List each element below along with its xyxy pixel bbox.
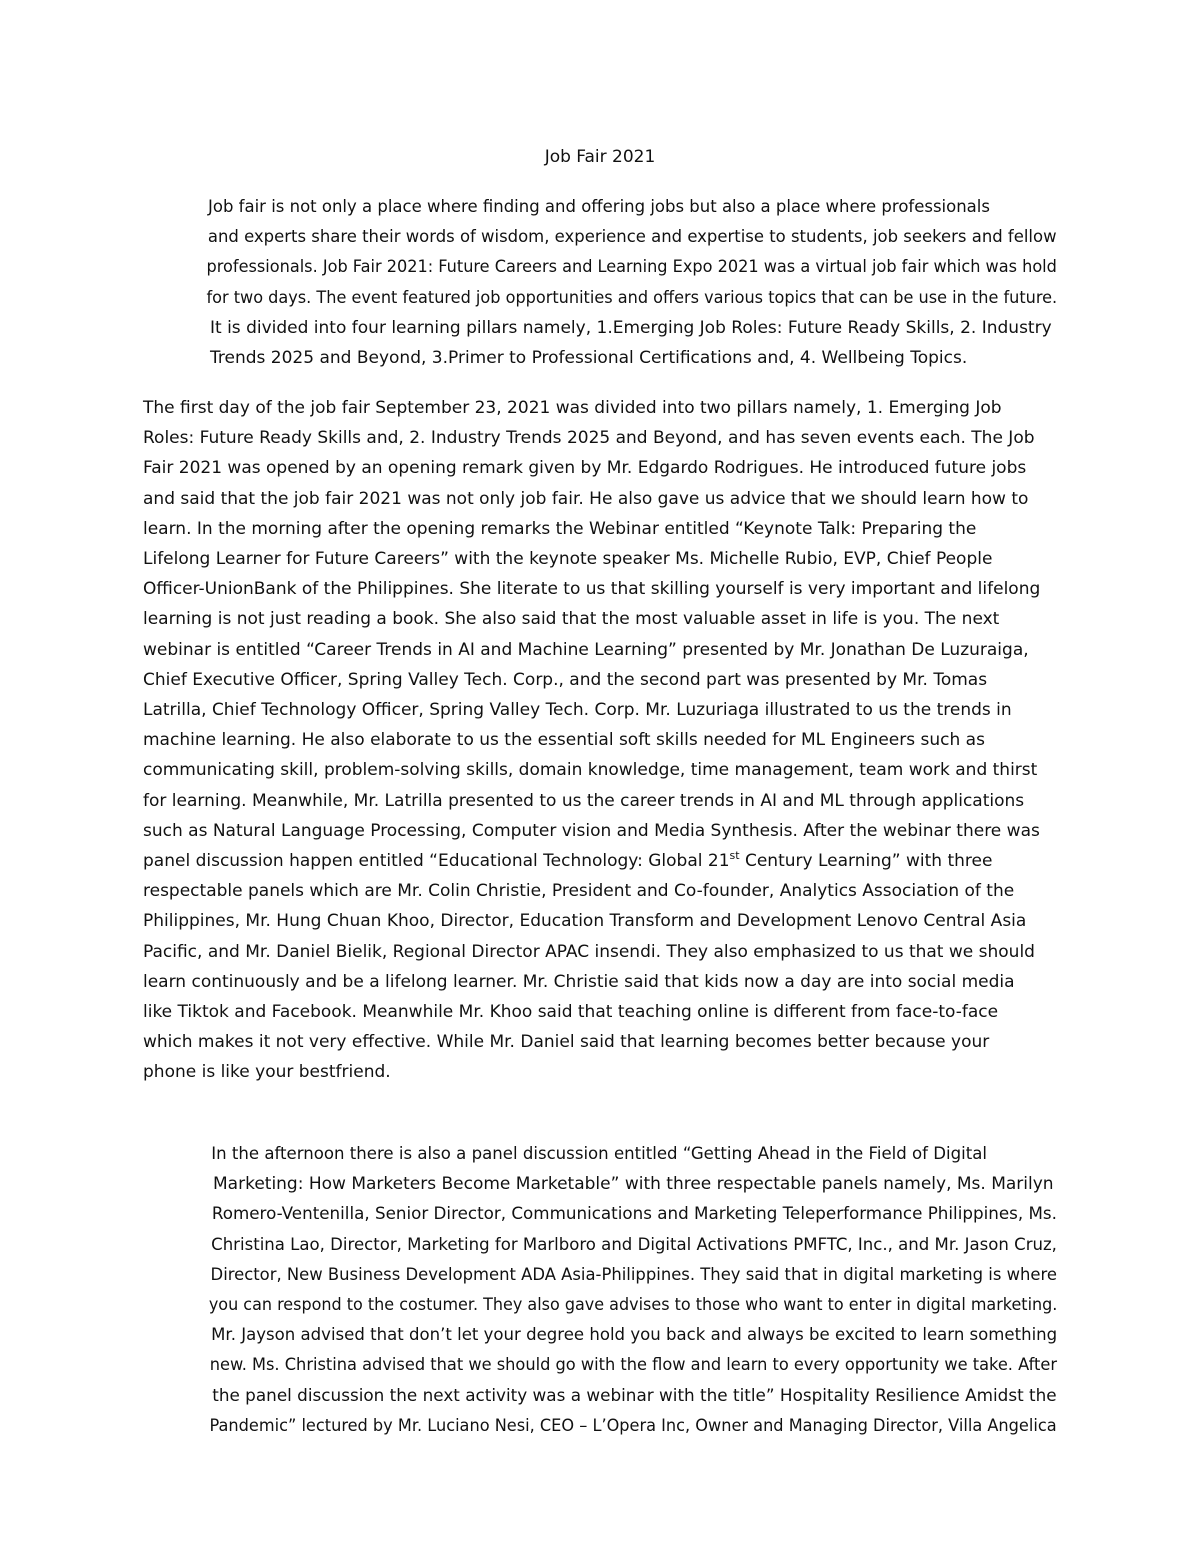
text-line: learn continuously and be a lifelong learner. Mr. Christie said that kids now a day are into social media (143, 971, 1015, 992)
text-line: for two days. The event featured job opportunities and offers various topics that can be use in the future. (206, 287, 1058, 308)
text-line: Lifelong Learner for Future Careers” with the keynote speaker Ms. Michelle Rubio, EVP, Chief People (143, 549, 993, 570)
text-line-superscript (143, 846, 992, 876)
paragraph-intro (143, 192, 1057, 373)
text-line: such as Natural Language Processing, Computer vision and Media Synthesis. After the webinar there was (143, 820, 1040, 841)
text-line: Trends 2025 and Beyond, 3.Primer to Professional Certifications and, 4. Wellbeing Topics. (210, 348, 968, 369)
text-line: respectable panels which are Mr. Colin Christie, President and Co-founder, Analytics Association of the (143, 881, 1015, 902)
text-line: Mr. Jayson advised that don’t let your degree hold you back and always be excited to learn something (211, 1325, 1058, 1346)
text-line: It is divided into four learning pillars namely, 1.Emerging Job Roles: Future Ready Skills, 2. Industry (210, 317, 1052, 338)
text-line: Pandemic” lectured by Mr. Luciano Nesi, CEO – L’Opera Inc, Owner and Managing Director, Villa Angelica (209, 1415, 1057, 1436)
text-line: Fair 2021 was opened by an opening remark given by Mr. Edgardo Rodrigues. He introduced future jobs (143, 458, 1027, 479)
text-line: webinar is entitled “Career Trends in AI and Machine Learning” presented by Mr. Jonathan De Luzuraiga, (143, 639, 1029, 660)
text-line: and experts share their words of wisdom, experience and expertise to students, job seekers and fellow (207, 227, 1057, 248)
text-line: Officer-UnionBank of the Philippines. She literate to us that skilling yourself is very important and lifelong (143, 579, 1041, 600)
text-segment: Century Learning” with three (739, 851, 993, 872)
text-line: Job fair is not only a place where finding and offering jobs but also a place where professionals (208, 197, 990, 217)
text-line: which makes it not very effective. While Mr. Daniel said that learning becomes better because your (143, 1032, 990, 1053)
document-title: Job Fair 2021 (544, 147, 656, 167)
text-line: Latrilla, Chief Technology Officer, Spring Valley Tech. Corp. Mr. Luzuriaga illustrated to us the trends in (143, 700, 1012, 721)
text-line: In the afternoon there is also a panel discussion entitled “Getting Ahead in the Field of Digital (211, 1144, 988, 1164)
text-line: The first day of the job fair September 23, 2021 was divided into two pillars namely, 1. Emerging Job (143, 398, 1002, 418)
text-line: Marketing: How Marketers Become Marketable” with three respectable panels namely, Ms. Marilyn (213, 1174, 1054, 1195)
ordinal-superscript: st (729, 849, 740, 863)
paragraph-afternoon (143, 1139, 1057, 1441)
text-line: like Tiktok and Facebook. Meanwhile Mr. Khoo said that teaching online is different from face-to-face (143, 1002, 999, 1023)
text-segment: panel discussion happen entitled “Educational Technology: Global 21 (143, 851, 730, 872)
text-line: Roles: Future Ready Skills and, 2. Industry Trends 2025 and Beyond, and has seven events each. The Job (143, 428, 1035, 449)
text-line: learning is not just reading a book. She also said that the most valuable asset in life is you. The next (143, 609, 1000, 630)
text-line: machine learning. He also elaborate to us the essential soft skills needed for ML Engineers such as (143, 730, 985, 751)
text-line: Romero-Ventenilla, Senior Director, Communications and Marketing Teleperformance Philippines, Ms. (211, 1204, 1057, 1225)
text-line: Chief Executive Officer, Spring Valley Tech. Corp., and the second part was presented by Mr. Tomas (143, 669, 988, 690)
text-line: communicating skill, problem-solving skills, domain knowledge, time management, team work and thirst (143, 760, 1038, 781)
text-line: professionals. Job Fair 2021: Future Careers and Learning Expo 2021 was a virtual job fair which was hold (206, 257, 1057, 278)
text-line: Director, New Business Development ADA Asia-Philippines. They said that in digital marketing is where (210, 1264, 1057, 1285)
text-line: new. Ms. Christina advised that we should go with the flow and learn to every opportunity we take. After (209, 1355, 1057, 1376)
text-line: phone is like your bestfriend. (143, 1062, 391, 1083)
text-line: the panel discussion the next activity was a webinar with the title” Hospitality Resilience Amidst the (212, 1385, 1057, 1406)
text-line: you can respond to the costumer. They also gave advises to those who want to enter in digital marketing. (208, 1295, 1058, 1316)
text-line: Philippines, Mr. Hung Chuan Khoo, Director, Education Transform and Development Lenovo Central Asia (143, 911, 1027, 932)
paragraph-first-day (143, 393, 1057, 1088)
text-line: learn. In the morning after the opening remarks the Webinar entitled “Keynote Talk: Preparing the (143, 518, 977, 539)
text-line: and said that the job fair 2021 was not only job fair. He also gave us advice that we should learn how to (143, 488, 1029, 509)
text-line: for learning. Meanwhile, Mr. Latrilla presented to us the career trends in AI and ML through applications (143, 790, 1025, 811)
text-line: Christina Lao, Director, Marketing for Marlboro and Digital Activations PMFTC, Inc., and Mr. Jason Cruz, (211, 1234, 1057, 1255)
text-line: Pacific, and Mr. Daniel Bielik, Regional Director APAC insendi. They also emphasized to us that we should (143, 941, 1035, 962)
